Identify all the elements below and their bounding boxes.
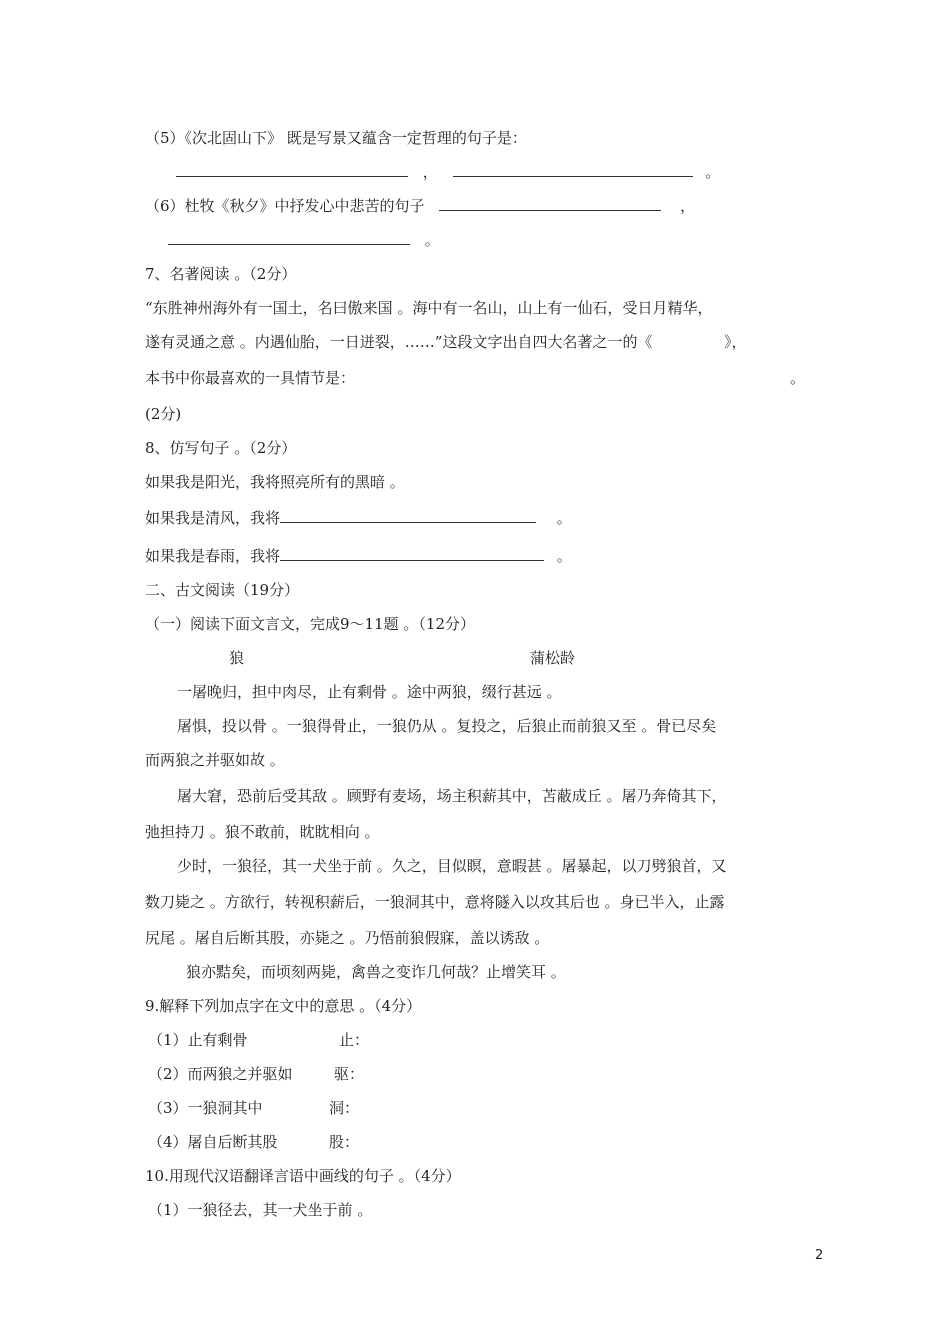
q8-example: 如果我是阳光，我将照亮所有的黑暗 。 <box>145 473 405 491</box>
answer-blank[interactable] <box>168 230 410 245</box>
q6-prompt-line <box>145 196 695 216</box>
period: 。 <box>556 509 572 527</box>
answer-blank[interactable] <box>280 508 536 523</box>
passage-para2-line2: 而两狼之并驱如故 。 <box>145 751 285 769</box>
section2-title: 二、古文阅读（19分） <box>145 581 300 599</box>
answer-blank[interactable] <box>176 162 408 177</box>
period: 。 <box>790 369 806 387</box>
q10-item1: （1）一狼径去，其一犬坐于前 。 <box>148 1201 373 1219</box>
passage-para3-line2: 弛担持刀 。狼不敢前，眈眈相向 。 <box>145 823 380 841</box>
answer-blank[interactable] <box>280 546 544 561</box>
answer-blank[interactable] <box>439 196 661 211</box>
q7-passage-end: 》， <box>724 333 747 351</box>
q7-favorite-prompt: 本书中你最喜欢的一具情节是： <box>145 369 356 387</box>
q9-item-word[interactable]: 驱： <box>334 1065 365 1083</box>
q6-prompt: （6）杜牧《秋夕》中抒发心中悲苦的句子 <box>145 197 425 215</box>
passage-para3-line1: 屠大窘，恐前后受其敌 。顾野有麦场，场主积薪其中，苫蔽成丘 。屠乃奔倚其下， <box>177 787 727 805</box>
q8-title: 8、仿写句子 。（2分） <box>145 439 297 457</box>
q9-item-phrase: （3）一狼洞其中 <box>148 1099 263 1117</box>
q9-item-phrase: （4）屠自后断其股 <box>148 1133 278 1151</box>
q8-line2 <box>145 546 572 566</box>
passage-para4-line1: 少时，一狼径，其一犬坐于前 。久之，目似瞑，意暇甚 。屠暴起，以刀劈狼首，又 <box>177 857 727 875</box>
q5-answer-line <box>176 162 720 182</box>
passage-para1: 一屠晚归，担中肉尽，止有剩骨 。途中两狼，缀行甚远 。 <box>177 683 562 701</box>
q7-score: (2分) <box>145 405 182 423</box>
period: 。 <box>705 163 721 181</box>
q6-answer-line <box>168 230 440 250</box>
passage-para5: 狼亦黠矣，而顷刻两毙，禽兽之变诈几何哉？止增笑耳 。 <box>186 963 566 981</box>
q8-line1-text: 如果我是清风，我将 <box>145 509 281 527</box>
q7-passage-text: 遂有灵通之意 。内遇仙胎，一日迸裂，……”这段文字出自四大名著之一的《 <box>145 333 653 351</box>
q9-item-word[interactable]: 洞： <box>329 1099 360 1117</box>
period: 。 <box>424 231 440 249</box>
q7-passage-line1: “东胜神州海外有一国土，名曰傲来国 。海中有一名山，山上有一仙石，受日月精华， <box>145 299 713 317</box>
q10-title: 10.用现代汉语翻译言语中画线的句子 。（4分） <box>145 1167 461 1185</box>
part1-title: （一）阅读下面文言文，完成9～11题 。（12分） <box>145 615 475 633</box>
q7-title: 7、名著阅读 。（2分） <box>145 265 297 283</box>
passage-para4-line2: 数刀毙之 。方欲行，转视积薪后，一狼洞其中，意将隧入以攻其后也 。身已半入，止露 <box>145 893 725 911</box>
q8-line2-text: 如果我是春雨，我将 <box>145 547 281 565</box>
q9-item-phrase: （2）而两狼之并驱如 <box>148 1065 293 1083</box>
passage-para4-line3: 尻尾 。屠自后断其股，亦毙之 。乃悟前狼假寐，盖以诱敌 。 <box>145 929 550 947</box>
period: 。 <box>556 547 572 565</box>
answer-blank[interactable] <box>453 162 693 177</box>
q7-passage-line2 <box>145 332 747 352</box>
q8-line1 <box>145 508 572 528</box>
q5-prompt: （5）《次北固山下》 既是写景又蕴含一定哲理的句子是： <box>145 129 527 147</box>
page-number: 2 <box>815 1248 824 1263</box>
comma: ， <box>422 163 438 181</box>
q9-title: 9.解释下列加点字在文中的意思 。（4分） <box>145 997 422 1015</box>
passage-para2-line1: 屠惧，投以骨 。一狼得骨止，一狼仍从 。复投之，后狼止而前狼又至 。骨已尽矣 <box>177 717 717 735</box>
poem-author: 蒲松龄 <box>530 649 576 667</box>
q9-item-phrase: （1）止有剩骨 <box>148 1031 248 1049</box>
q9-item-word[interactable]: 止： <box>339 1031 370 1049</box>
q9-item-word[interactable]: 股： <box>329 1133 360 1151</box>
poem-title: 狼 <box>229 649 245 667</box>
comma: ， <box>680 197 696 215</box>
